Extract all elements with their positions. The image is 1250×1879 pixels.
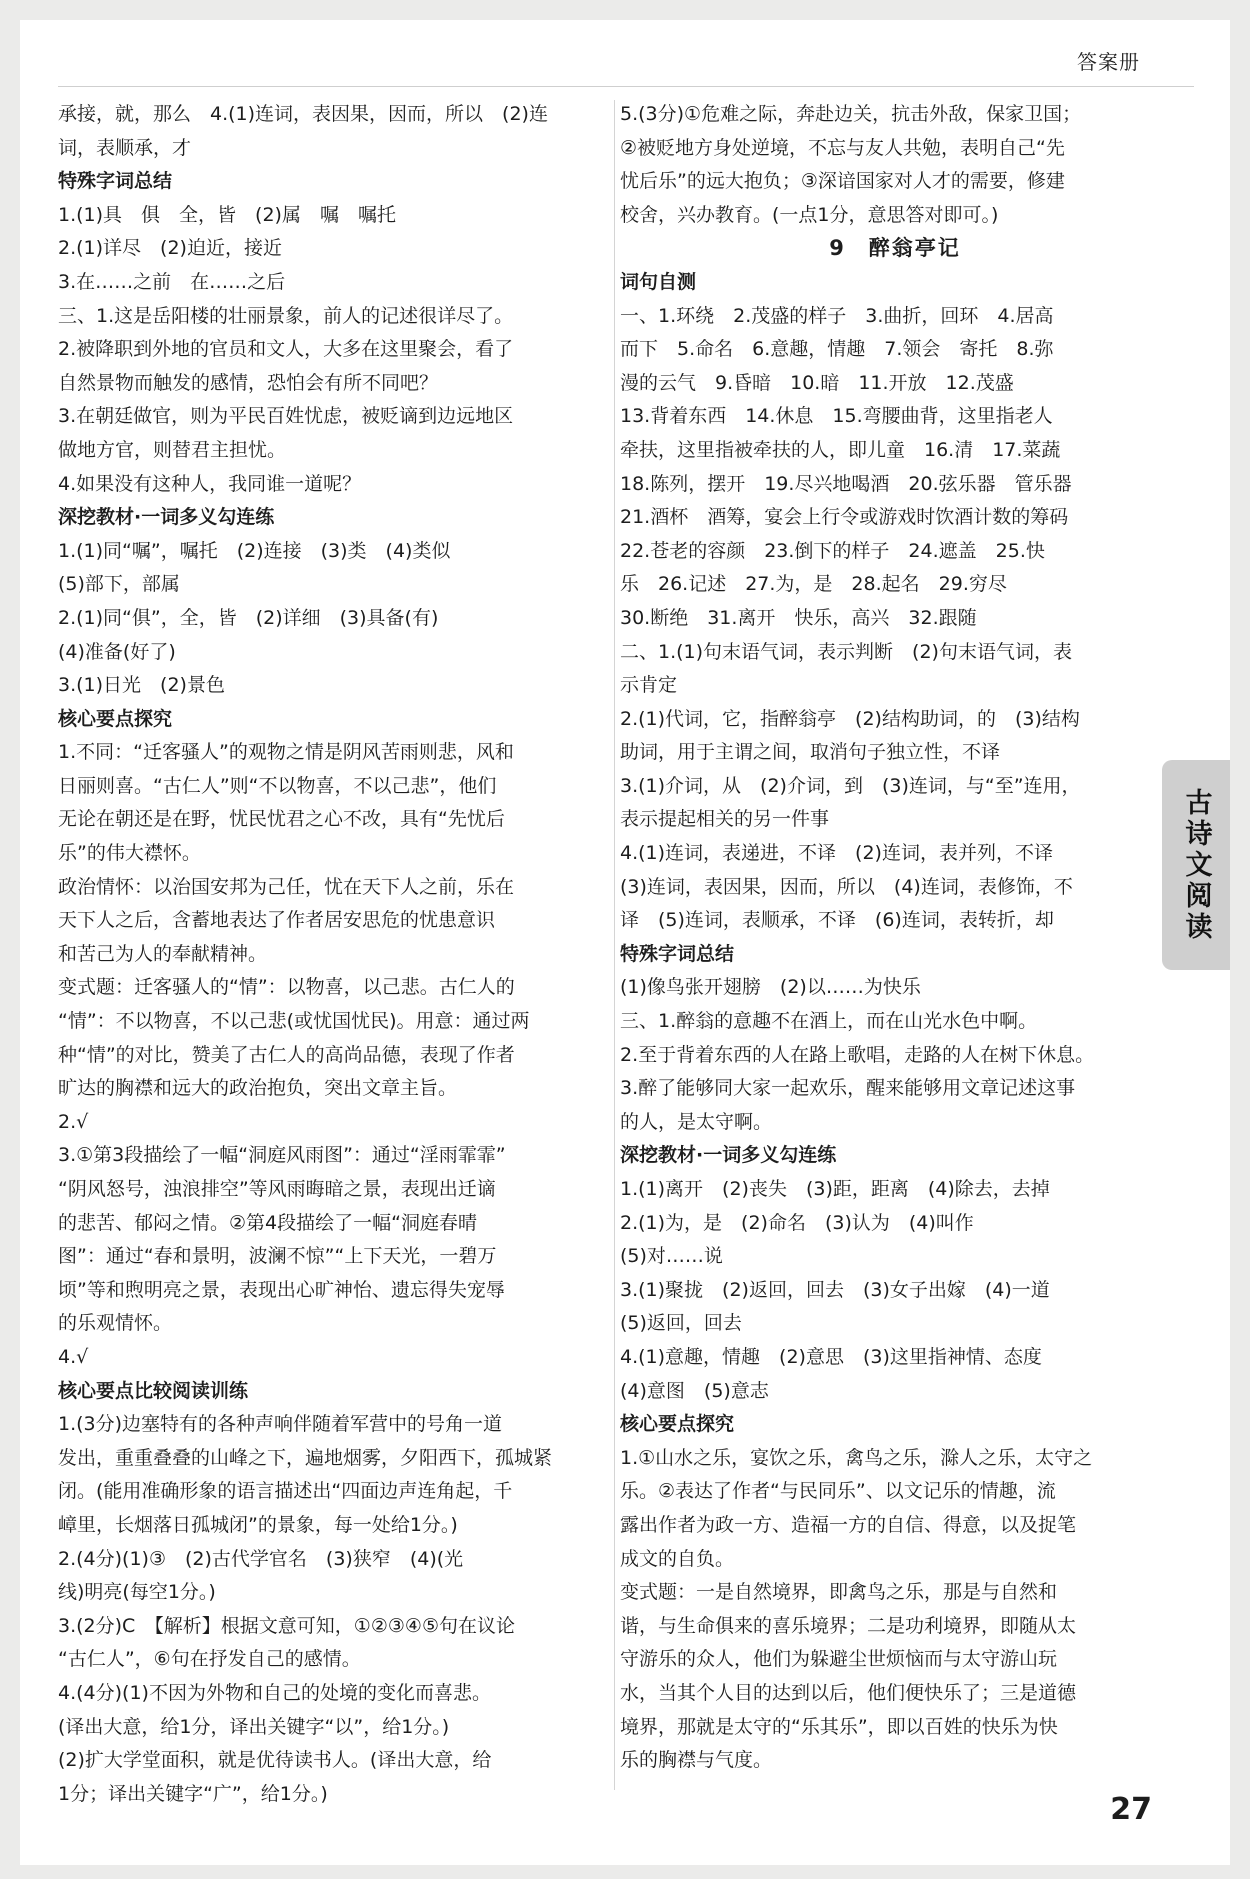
text-line: 4.√ bbox=[58, 1345, 89, 1368]
text-line: 3.(1)介词，从 (2)介词，到 (3)连词，与“至”连用， bbox=[620, 774, 1081, 797]
text-line: 三、1.这是岳阳楼的壮丽景象，前人的记述很详尽了。 bbox=[58, 304, 514, 327]
text-line: 深挖教材·一词多义勾连练 bbox=[58, 506, 275, 529]
text-line: 4.(1)意趣，情趣 (2)意思 (3)这里指神情、态度 bbox=[620, 1345, 1042, 1368]
text-line: 承接，就，那么 4.(1)连词，表因果，因而，所以 (2)连 bbox=[58, 103, 548, 125]
text-line: 2.(4分)(1)③ (2)古代学官名 (3)狭窄 (4)(光 bbox=[58, 1547, 464, 1570]
text-line: 忧后乐”的远大抱负；③深谙国家对人才的需要，修建 bbox=[620, 170, 1065, 193]
text-line: 成文的自负。 bbox=[620, 1547, 735, 1570]
text-line: 旷达的胸襟和远大的政治抱负，突出文章主旨。 bbox=[58, 1077, 458, 1100]
text-line: 守游乐的众人，他们为躲避尘世烦恼而与太守游山玩 bbox=[620, 1648, 1058, 1671]
text-line: “古仁人”，⑥句在抒发自己的感情。 bbox=[58, 1648, 361, 1671]
text-line: 2.(1)详尽 (2)迫近，接近 bbox=[58, 237, 282, 260]
text-line: “阴风怒号，浊浪排空”等风雨晦暗之景，表现出迁谪 bbox=[58, 1178, 496, 1200]
text-line: (3)连词，表因果，因而，所以 (4)连词，表修饰，不 bbox=[620, 875, 1073, 898]
text-line: 做地方官，则替君主担忧。 bbox=[58, 438, 287, 461]
text-line: 无论在朝还是在野，忧民忧君之心不改，具有“先忧后 bbox=[58, 808, 505, 831]
text-line: 核心要点比较阅读训练 bbox=[58, 1379, 249, 1402]
text-line: 3.在……之前 在……之后 bbox=[58, 270, 286, 293]
text-line: (译出大意，给1分，译出关键字“以”，给1分。) bbox=[58, 1715, 450, 1738]
text-line: 3.①第3段描绘了一幅“洞庭风雨图”：通过“淫雨霏霏” bbox=[58, 1144, 506, 1167]
text-line: 2.被降职到外地的官员和文人，大多在这里聚会，看了 bbox=[58, 338, 514, 361]
text-line: 3.醉了能够同大家一起欢乐，醒来能够用文章记述这事 bbox=[620, 1077, 1076, 1100]
answer-page bbox=[20, 20, 1230, 1865]
text-line: 4.如果没有这种人，我同谁一道呢？ bbox=[58, 472, 362, 495]
text-line: ②被贬地方身处逆境，不忘与友人共勉，表明自己“先 bbox=[620, 136, 1065, 159]
column-divider bbox=[614, 100, 615, 1790]
right-column bbox=[620, 98, 1170, 1778]
text-line: 核心要点探究 bbox=[58, 707, 173, 730]
text-line: 闭。(能用准确形象的语言描述出“四面边声连角起，千 bbox=[58, 1480, 513, 1503]
text-line: 4.(1)连词，表递进，不译 (2)连词，表并列，不译 bbox=[620, 842, 1053, 865]
text-line: 特殊字词总结 bbox=[620, 942, 735, 965]
text-line: 2.(1)代词，它，指醉翁亭 (2)结构助词，的 (3)结构 bbox=[620, 707, 1080, 730]
text-line: 牵扶，这里指被牵扶的人，即儿童 16.清 17.菜蔬 bbox=[620, 438, 1061, 461]
section-tab-label: 古诗文阅读 bbox=[1180, 787, 1212, 943]
text-line: 21.酒杯 酒筹，宴会上行令或游戏时饮酒计数的筹码 bbox=[620, 506, 1069, 529]
text-line: 译 (5)连词，表顺承，不译 (6)连词，表转折，却 bbox=[620, 909, 1054, 932]
text-line: 政治情怀：以治国安邦为己任，忧在天下人之前，乐在 bbox=[58, 875, 515, 898]
text-line: 的悲苦、郁闷之情。②第4段描绘了一幅“洞庭春晴 bbox=[58, 1211, 477, 1234]
text-line: 1.①山水之乐，宴饮之乐，禽鸟之乐，滁人之乐，太守之 bbox=[620, 1446, 1093, 1469]
text-line: 18.陈列，摆开 19.尽兴地喝酒 20.弦乐器 管乐器 bbox=[620, 472, 1072, 495]
text-line: (5)对……说 bbox=[620, 1245, 723, 1268]
text-line: 谐，与生命俱来的喜乐境界；二是功利境界，即随从太 bbox=[620, 1614, 1077, 1637]
text-line: 自然景物而触发的感情，恐怕会有所不同吧？ bbox=[58, 371, 439, 394]
text-line: 的人，是太守啊。 bbox=[620, 1110, 773, 1133]
text-line: 二、1.(1)句末语气词，表示判断 (2)句末语气词，表 bbox=[620, 640, 1072, 663]
text-line: 发出，重重叠叠的山峰之下，遍地烟雾，夕阳西下，孤城紧 bbox=[58, 1446, 553, 1469]
text-line: 校舍，兴办教育。(一点1分，意思答对即可。) bbox=[620, 203, 999, 226]
text-line: 2.至于背着东西的人在路上歌唱，走路的人在树下休息。 bbox=[620, 1043, 1095, 1066]
text-line: 一、1.环绕 2.茂盛的样子 3.曲折，回环 4.居高 bbox=[620, 304, 1054, 327]
text-line: (1)像鸟张开翅膀 (2)以……为快乐 bbox=[620, 976, 921, 999]
text-line: (4)意图 (5)意志 bbox=[620, 1379, 769, 1402]
text-line: 线)明亮(每空1分。) bbox=[58, 1581, 216, 1604]
text-line: 乐”的伟大襟怀。 bbox=[58, 842, 201, 865]
text-line: 变式题：迁客骚人的“情”：以物喜，以己悲。古仁人的 bbox=[58, 976, 515, 999]
text-line: 2.(1)同“俱”，全，皆 (2)详细 (3)具备(有) bbox=[58, 606, 439, 629]
text-line: 而下 5.命名 6.意趣，情趣 7.领会 寄托 8.弥 bbox=[620, 338, 1054, 361]
text-line: 1.不同：“迁客骚人”的观物之情是阴风苦雨则悲，风和 bbox=[58, 741, 514, 764]
text-line: 顷”等和煦明亮之景，表现出心旷神怡、遗忘得失宠辱 bbox=[58, 1278, 505, 1301]
text-line: 日丽则喜。“古仁人”则“不以物喜，不以己悲”，他们 bbox=[58, 774, 497, 797]
text-line: 1.(1)离开 (2)丧失 (3)距，距离 (4)除去，去掉 bbox=[620, 1178, 1050, 1200]
text-line: 漫的云气 9.昏暗 10.暗 11.开放 12.茂盛 bbox=[620, 371, 1014, 394]
text-line: 图”：通过“春和景明，波澜不惊”“上下天光，一碧万 bbox=[58, 1245, 497, 1268]
text-line: 乐。②表达了作者“与民同乐”、以文记乐的情趣，流 bbox=[620, 1480, 1056, 1503]
text-line: 种“情”的对比，赞美了古仁人的高尚品德，表现了作者 bbox=[58, 1043, 515, 1066]
page-number: 27 bbox=[1110, 1792, 1152, 1827]
section-tab[interactable] bbox=[1162, 760, 1230, 970]
text-line: “情”：不以物喜，不以己悲(或忧国忧民)。用意：通过两 bbox=[58, 1010, 530, 1033]
text-line: 核心要点探究 bbox=[620, 1413, 735, 1436]
text-line: 5.(3分)①危难之际，奔赴边关，抗击外敌，保家卫国； bbox=[620, 103, 1082, 125]
text-line: 变式题：一是自然境界，即禽鸟之乐，那是与自然和 bbox=[620, 1581, 1058, 1604]
text-line: 3.在朝廷做官，则为平民百姓忧虑，被贬谪到边远地区 bbox=[58, 405, 514, 428]
text-line: 助词，用于主谓之间，取消句子独立性，不译 bbox=[620, 741, 1001, 764]
left-column bbox=[58, 98, 608, 1811]
text-line: (5)返回，回去 bbox=[620, 1312, 742, 1335]
text-line: 水，当其个人目的达到以后，他们便快乐了；三是道德 bbox=[620, 1681, 1077, 1704]
text-line: 3.(1)聚拢 (2)返回，回去 (3)女子出嫁 (4)一道 bbox=[620, 1278, 1050, 1301]
text-line: 1.(1)同“嘱”，嘱托 (2)连接 (3)类 (4)类似 bbox=[58, 539, 451, 562]
text-line: 深挖教材·一词多义勾连练 bbox=[620, 1144, 837, 1167]
text-line: 天下人之后，含蓄地表达了作者居安思危的忧患意识 bbox=[58, 909, 496, 932]
text-line: 露出作者为政一方、造福一方的自信、得意，以及捉笔 bbox=[620, 1513, 1077, 1536]
header-divider bbox=[58, 86, 1194, 87]
text-line: 1.(1)具 俱 全，皆 (2)属 嘱 嘱托 bbox=[58, 203, 396, 226]
text-line: 示肯定 bbox=[620, 674, 678, 697]
text-line: (4)准备(好了) bbox=[58, 640, 176, 663]
text-line: 和苦己为人的奉献精神。 bbox=[58, 942, 268, 965]
text-line: 乐的胸襟与气度。 bbox=[620, 1749, 773, 1772]
text-line: 表示提起相关的另一件事 bbox=[620, 808, 830, 831]
text-line: 1.(3分)边塞特有的各种声响伴随着军营中的号角一道 bbox=[58, 1413, 503, 1436]
text-line: 嶂里，长烟落日孤城闭”的景象，每一处给1分。) bbox=[58, 1513, 458, 1536]
text-line: 词，表顺承，才 bbox=[58, 136, 192, 159]
header-label: 答案册 bbox=[1077, 50, 1140, 74]
text-line: 2.(1)为，是 (2)命名 (3)认为 (4)叫作 bbox=[620, 1211, 974, 1234]
text-line: (5)部下，部属 bbox=[58, 573, 180, 596]
text-line: 13.背着东西 14.休息 15.弯腰曲背，这里指老人 bbox=[620, 405, 1053, 428]
text-line: (2)扩大学堂面积，就是优待读书人。(译出大意，给 bbox=[58, 1749, 492, 1772]
text-line: 4.(4分)(1)不因为外物和自己的处境的变化而喜悲。 bbox=[58, 1681, 491, 1704]
text-line: 的乐观情怀。 bbox=[58, 1312, 173, 1335]
text-line: 30.断绝 31.离开 快乐，高兴 32.跟随 bbox=[620, 606, 977, 629]
text-line: 3.(1)日光 (2)景色 bbox=[58, 674, 225, 697]
text-line: 特殊字词总结 bbox=[58, 170, 173, 193]
text-line: 词句自测 bbox=[620, 270, 697, 293]
text-line: 22.苍老的容颜 23.倒下的样子 24.遮盖 25.快 bbox=[620, 539, 1045, 562]
text-line: 乐 26.记述 27.为，是 28.起名 29.穷尽 bbox=[620, 573, 1007, 596]
text-line: 境界，那就是太守的“乐其乐”，即以百姓的快乐为快 bbox=[620, 1715, 1058, 1738]
text-line: 3.(2分)C 【解析】根据文意可知，①②③④⑤句在议论 bbox=[58, 1614, 515, 1637]
text-line: 1分；译出关键字“广”，给1分。) bbox=[58, 1782, 328, 1805]
text-line: 三、1.醉翁的意趣不在酒上，而在山光水色中啊。 bbox=[620, 1010, 1038, 1033]
text-line: 2.√ bbox=[58, 1110, 89, 1133]
text-line: 9 醉翁亭记 bbox=[829, 236, 961, 261]
